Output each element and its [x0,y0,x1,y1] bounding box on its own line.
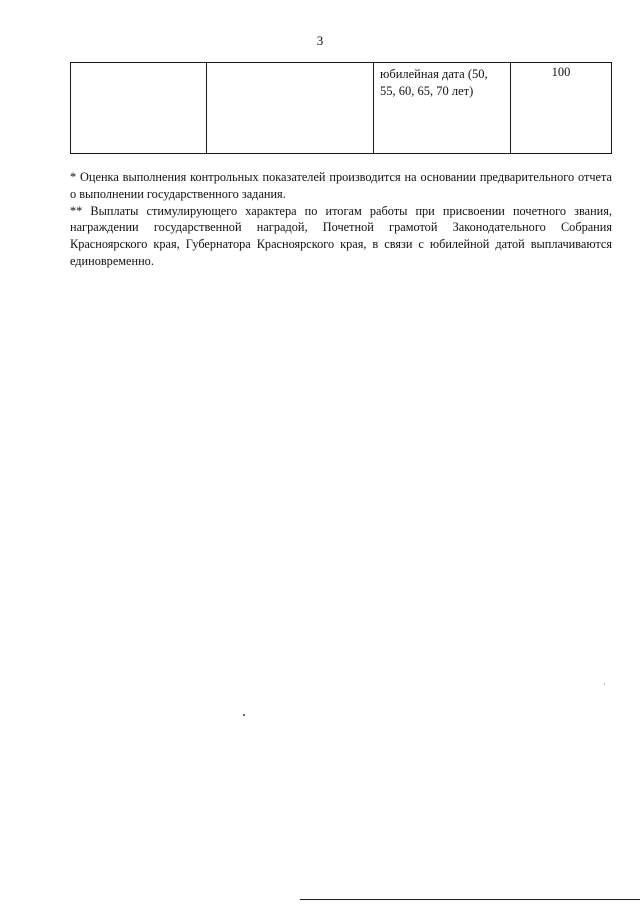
table-cell-condition: юбилейная дата (50, 55, 60, 65, 70 лет) [374,63,511,154]
scan-speck-faint [604,683,605,685]
table-cell-amount: 100 [511,63,612,154]
table-row [71,63,612,154]
payments-table-fragment [70,62,612,154]
page-number: 3 [316,33,324,48]
scan-speck [243,714,245,716]
table-cell-1 [71,63,207,154]
footnotes [70,169,612,270]
bottom-edge-line [300,899,640,900]
footnote-2: ** Выплаты стимулирующего характера по итогам работы при присвоении почетного звания, награждении государственной наградой, Почетной грамотой Законодательного Собрания Красноярского края, Губернатора Красноярского края, в связи с юбилейной датой выплачиваются единовременно. [70,203,612,268]
footnote-1: * Оценка выполнения контрольных показателей производится на основании предварительного отчета о выполнении государственного задания. [70,170,612,201]
table-cell-2 [207,63,374,154]
